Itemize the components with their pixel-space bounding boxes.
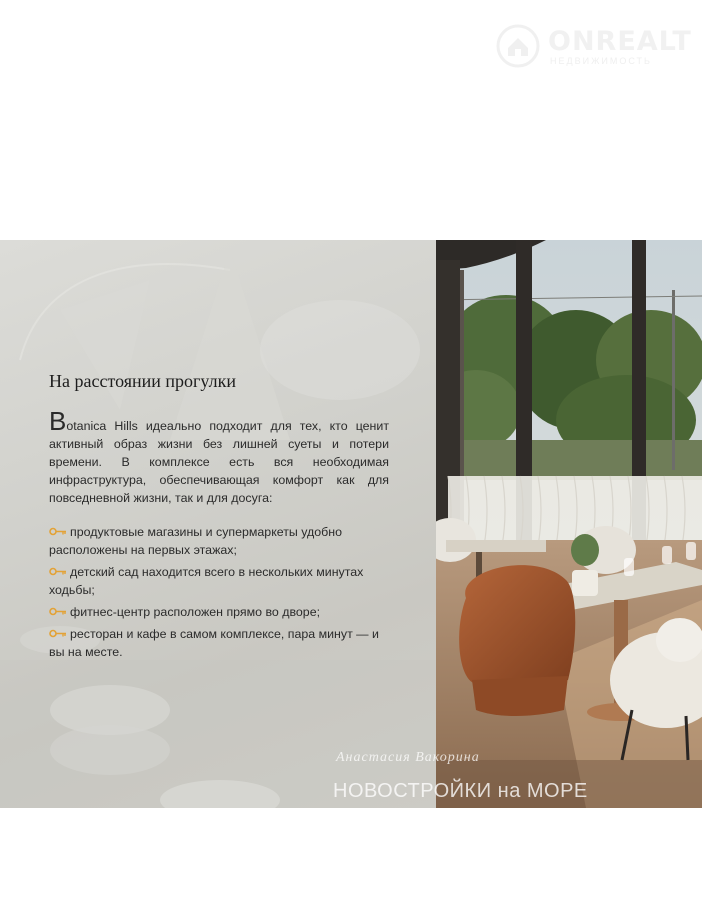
list-item-text: детский сад находится всего в нескольких минутах ходьбы; bbox=[49, 565, 364, 597]
house-logo-icon bbox=[496, 24, 540, 68]
list-item bbox=[49, 625, 389, 661]
logo-brand-text: ONREALT bbox=[548, 26, 692, 57]
key-bullet-icon bbox=[49, 629, 67, 638]
list-item-text: ресторан и кафе в самом комплексе, пара минут — и вы на месте. bbox=[49, 627, 379, 659]
list-item bbox=[49, 563, 389, 599]
amenities-list bbox=[49, 523, 389, 665]
key-bullet-icon bbox=[49, 567, 67, 576]
intro-paragraph bbox=[49, 406, 389, 507]
photographer-signature: Анастасия Вакорина bbox=[336, 750, 480, 765]
list-item-text: фитнес-центр расположен прямо во дворе; bbox=[70, 605, 321, 619]
section-heading: На расстоянии прогулки bbox=[49, 371, 237, 391]
content-band bbox=[0, 240, 702, 808]
key-bullet-icon bbox=[49, 607, 67, 616]
intro-text: otanica Hills идеально подходит для тех, кто ценит активный образ жизни без лишней суеты и потери времени. В комплексе есть вся необходимая инфраструктура, обеспечивающая комфорт как для повседневной жизни, так и для досуга: bbox=[49, 419, 389, 505]
brand-watermark: НОВОСТРОЙКИ на МОРЕ bbox=[333, 780, 588, 802]
restaurant-photo bbox=[436, 240, 702, 808]
text-panel bbox=[0, 240, 436, 808]
drop-cap: B bbox=[49, 406, 67, 436]
list-item bbox=[49, 603, 389, 621]
list-item bbox=[49, 523, 389, 559]
onrealt-watermark-logo bbox=[496, 22, 706, 72]
logo-tagline: НЕДВИЖИМОСТЬ bbox=[550, 56, 652, 66]
restaurant-interior-image bbox=[436, 240, 702, 808]
list-item-text: продуктовые магазины и супермаркеты удобно расположены на первых этажах; bbox=[49, 525, 342, 557]
key-bullet-icon bbox=[49, 527, 67, 536]
